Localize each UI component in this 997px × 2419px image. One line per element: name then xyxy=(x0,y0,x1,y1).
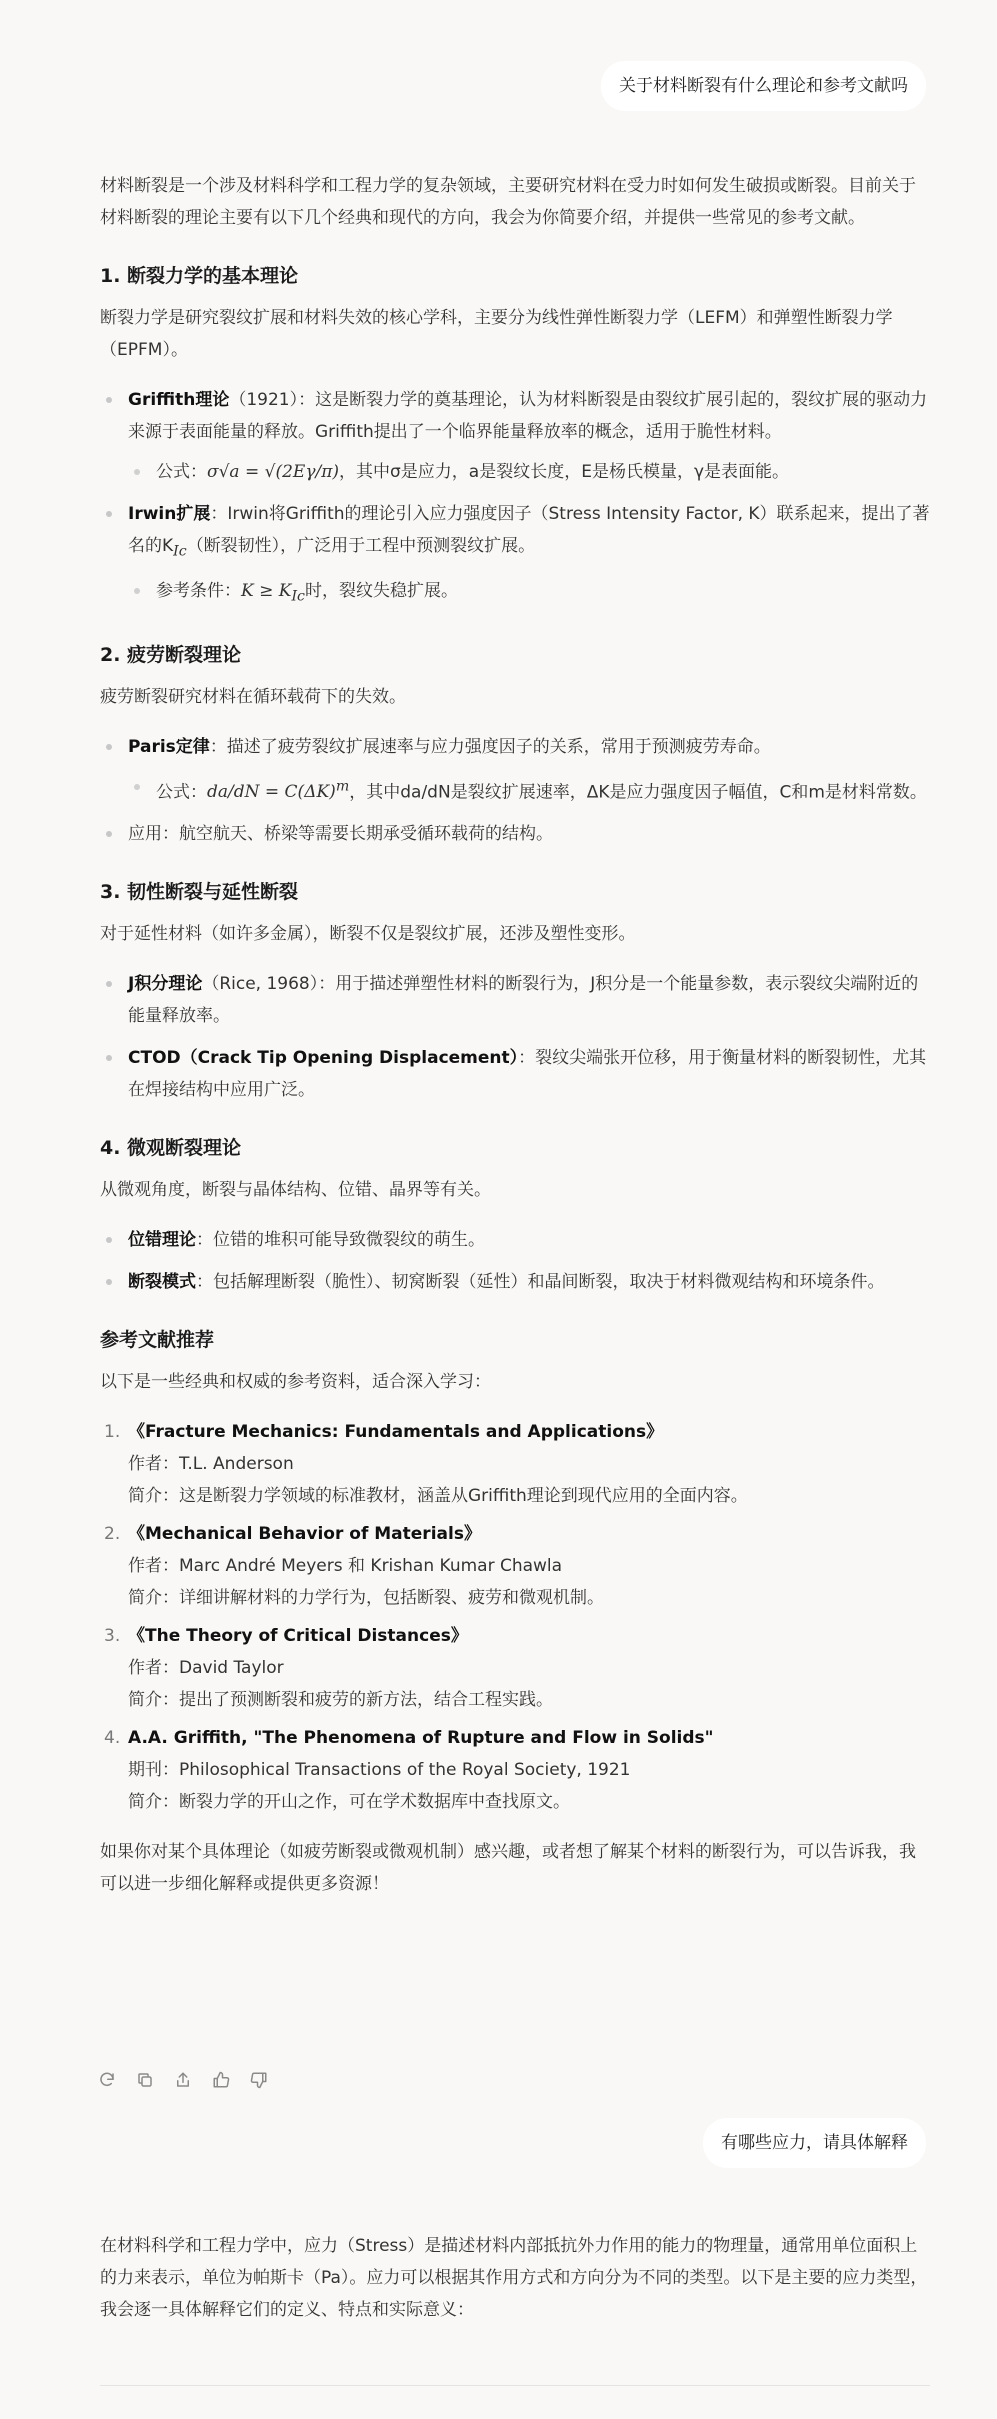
reference-list xyxy=(100,1416,930,1818)
bullet-list xyxy=(100,384,930,613)
section-desc: 从微观角度，断裂与晶体结构、位错、晶界等有关。 xyxy=(100,1180,491,1201)
griffith-formula: σ√a = √(2Eγ/π) xyxy=(207,462,340,482)
section-title: 4. 微观断裂理论 xyxy=(100,1137,242,1160)
thumbs-down-icon[interactable] xyxy=(250,2071,268,2089)
reference-item: 2. 《Mechanical Behavior of Materials》 作者：Marc André Meyers 和 Krishan Kumar Chawla 简介：详细讲解材料的力学行为，包括断裂、疲劳和微观机制。 xyxy=(104,1524,604,1609)
bullet-list xyxy=(100,731,930,851)
assistant-answer-1 xyxy=(100,170,930,1918)
list-item: Irwin扩展：Irwin将Griffith的理论引入应力强度因子（Stress Intensity Factor, K）联系起来，提出了著名的$K_{Ic}$（断裂韧性），广泛用于工程中预测裂纹扩展。 参考条件：$K \ge K_{Ic}$时，裂纹失稳扩展。 xyxy=(100,498,930,613)
reference-item: 1. 《Fracture Mechanics: Fundamentals and Applications》 作者：T.L. Anderson 简介：这是断裂力学领域的标准教材，涵盖从Griffith理论到现代应用的全面内容。 xyxy=(104,1422,748,1507)
list-item: J积分理论（Rice, 1968）：用于描述弹塑性材料的断裂行为，J积分是一个能量参数，表示裂纹尖端附近的能量释放率。 xyxy=(100,968,930,1032)
section-title: 1. 断裂力学的基本理论 xyxy=(100,265,299,287)
list-item: 应用：航空航天、桥梁等需要长期承受循环载荷的结构。 xyxy=(100,818,930,850)
condition-item: 参考条件：$K \ge K_{Ic}$时，裂纹失稳扩展。 xyxy=(128,575,930,612)
user-message-2: 有哪些应力，请具体解释 xyxy=(703,2118,926,2168)
list-item: CTOD（Crack Tip Opening Displacement）：裂纹尖端张开位移，用于衡量材料的断裂韧性，尤其在焊接结构中应用广泛。 xyxy=(100,1042,930,1106)
message-actions xyxy=(98,2070,268,2090)
regenerate-icon[interactable] xyxy=(98,2071,116,2089)
list-item: 位错理论：位错的堆积可能导致微裂纹的萌生。 xyxy=(100,1224,930,1256)
section-title: 3. 韧性断裂与延性断裂 xyxy=(100,881,299,904)
reference-item: 3. 《The Theory of Critical Distances》 作者：David Taylor 简介：提出了预测断裂和疲劳的新方法，结合工程实践。 xyxy=(104,1626,553,1711)
answer-intro: 在材料科学和工程力学中，应力（Stress）是描述材料内部抵抗外力作用的能力的物理量，通常用单位面积上的力来表示，单位为帕斯卡（Pa）。应力可以根据其作用方式和方向分为不同的类型。以下是主要的应力类型，我会逐一具体解释它们的定义、特点和实际意义： xyxy=(100,2236,928,2320)
formula-item: 公式：σ√a = √(2Eγ/π)，其中σ是应力，a是裂纹长度，E是杨氏模量，γ是表面能。 xyxy=(128,456,930,488)
list-item: Griffith理论（1921）：这是断裂力学的奠基理论，认为材料断裂是由裂纹扩展引起的，裂纹扩展的驱动力来源于表面能量的释放。Griffith提出了一个临界能量释放率的概念，适用于脆性材料。 公式：σ√a = √(2Eγ/π)，其中σ是应力，a是裂纹长度，E是杨氏模量，γ是表面能。 xyxy=(100,384,930,488)
section-desc: 断裂力学是研究裂纹扩展和材料失效的核心学科，主要分为线性弹性断裂力学（LEFM）和弹塑性断裂力学（EPFM）。 xyxy=(100,308,893,360)
formula-item: 公式：$da/dN = C(\Delta K)^m$，其中da/dN是裂纹扩展速率，ΔK是应力强度因子幅值，C和m是材料常数。 xyxy=(128,771,930,809)
answer-intro: 材料断裂是一个涉及材料科学和工程力学的复杂领域，主要研究材料在受力时如何发生破损或断裂。目前关于材料断裂的理论主要有以下几个经典和现代的方向，我会为你简要介绍，并提供一些常见的参考文献。 xyxy=(100,176,916,228)
bullet-list xyxy=(100,1224,930,1298)
divider xyxy=(100,2385,930,2386)
share-icon[interactable] xyxy=(174,2071,192,2089)
reference-item: 4. A.A. Griffith, "The Phenomena of Rupture and Flow in Solids" 期刊：Philosophical Transactions of the Royal Society, 1921 简介：断裂力学的开山之作，可在学术数据库中查找原文。 xyxy=(104,1728,714,1813)
bullet-list xyxy=(100,968,930,1106)
section-desc: 以下是一些经典和权威的参考资料，适合深入学习： xyxy=(100,1372,491,1393)
user-message-1: 关于材料断裂有什么理论和参考文献吗 xyxy=(601,61,926,111)
paris-formula: $da/dN = C(\Delta K)^m$ xyxy=(207,778,350,803)
section-title: 参考文献推荐 xyxy=(100,1329,215,1352)
assistant-answer-2 xyxy=(100,2230,930,2344)
copy-icon[interactable] xyxy=(136,2071,154,2089)
answer-outro: 如果你对某个具体理论（如疲劳断裂或微观机制）感兴趣，或者想了解某个材料的断裂行为，可以告诉我，我可以进一步细化解释或提供更多资源！ xyxy=(100,1842,916,1895)
list-item: 断裂模式：包括解理断裂（脆性）、韧窝断裂（延性）和晶间断裂，取决于材料微观结构和环境条件。 xyxy=(100,1266,930,1298)
list-item: Paris定律：描述了疲劳裂纹扩展速率与应力强度因子的关系，常用于预测疲劳寿命。 公式：$da/dN = C(\Delta K)^m$，其中da/dN是裂纹扩展速率，ΔK是应力强度因子幅值，C和m是材料常数。 xyxy=(100,731,930,809)
thumbs-up-icon[interactable] xyxy=(212,2071,230,2089)
section-desc: 疲劳断裂研究材料在循环载荷下的失效。 xyxy=(100,686,406,707)
section-desc: 对于延性材料（如许多金属），断裂不仅是裂纹扩展，还涉及塑性变形。 xyxy=(100,924,636,945)
section-title: 2. 疲劳断裂理论 xyxy=(100,643,242,666)
